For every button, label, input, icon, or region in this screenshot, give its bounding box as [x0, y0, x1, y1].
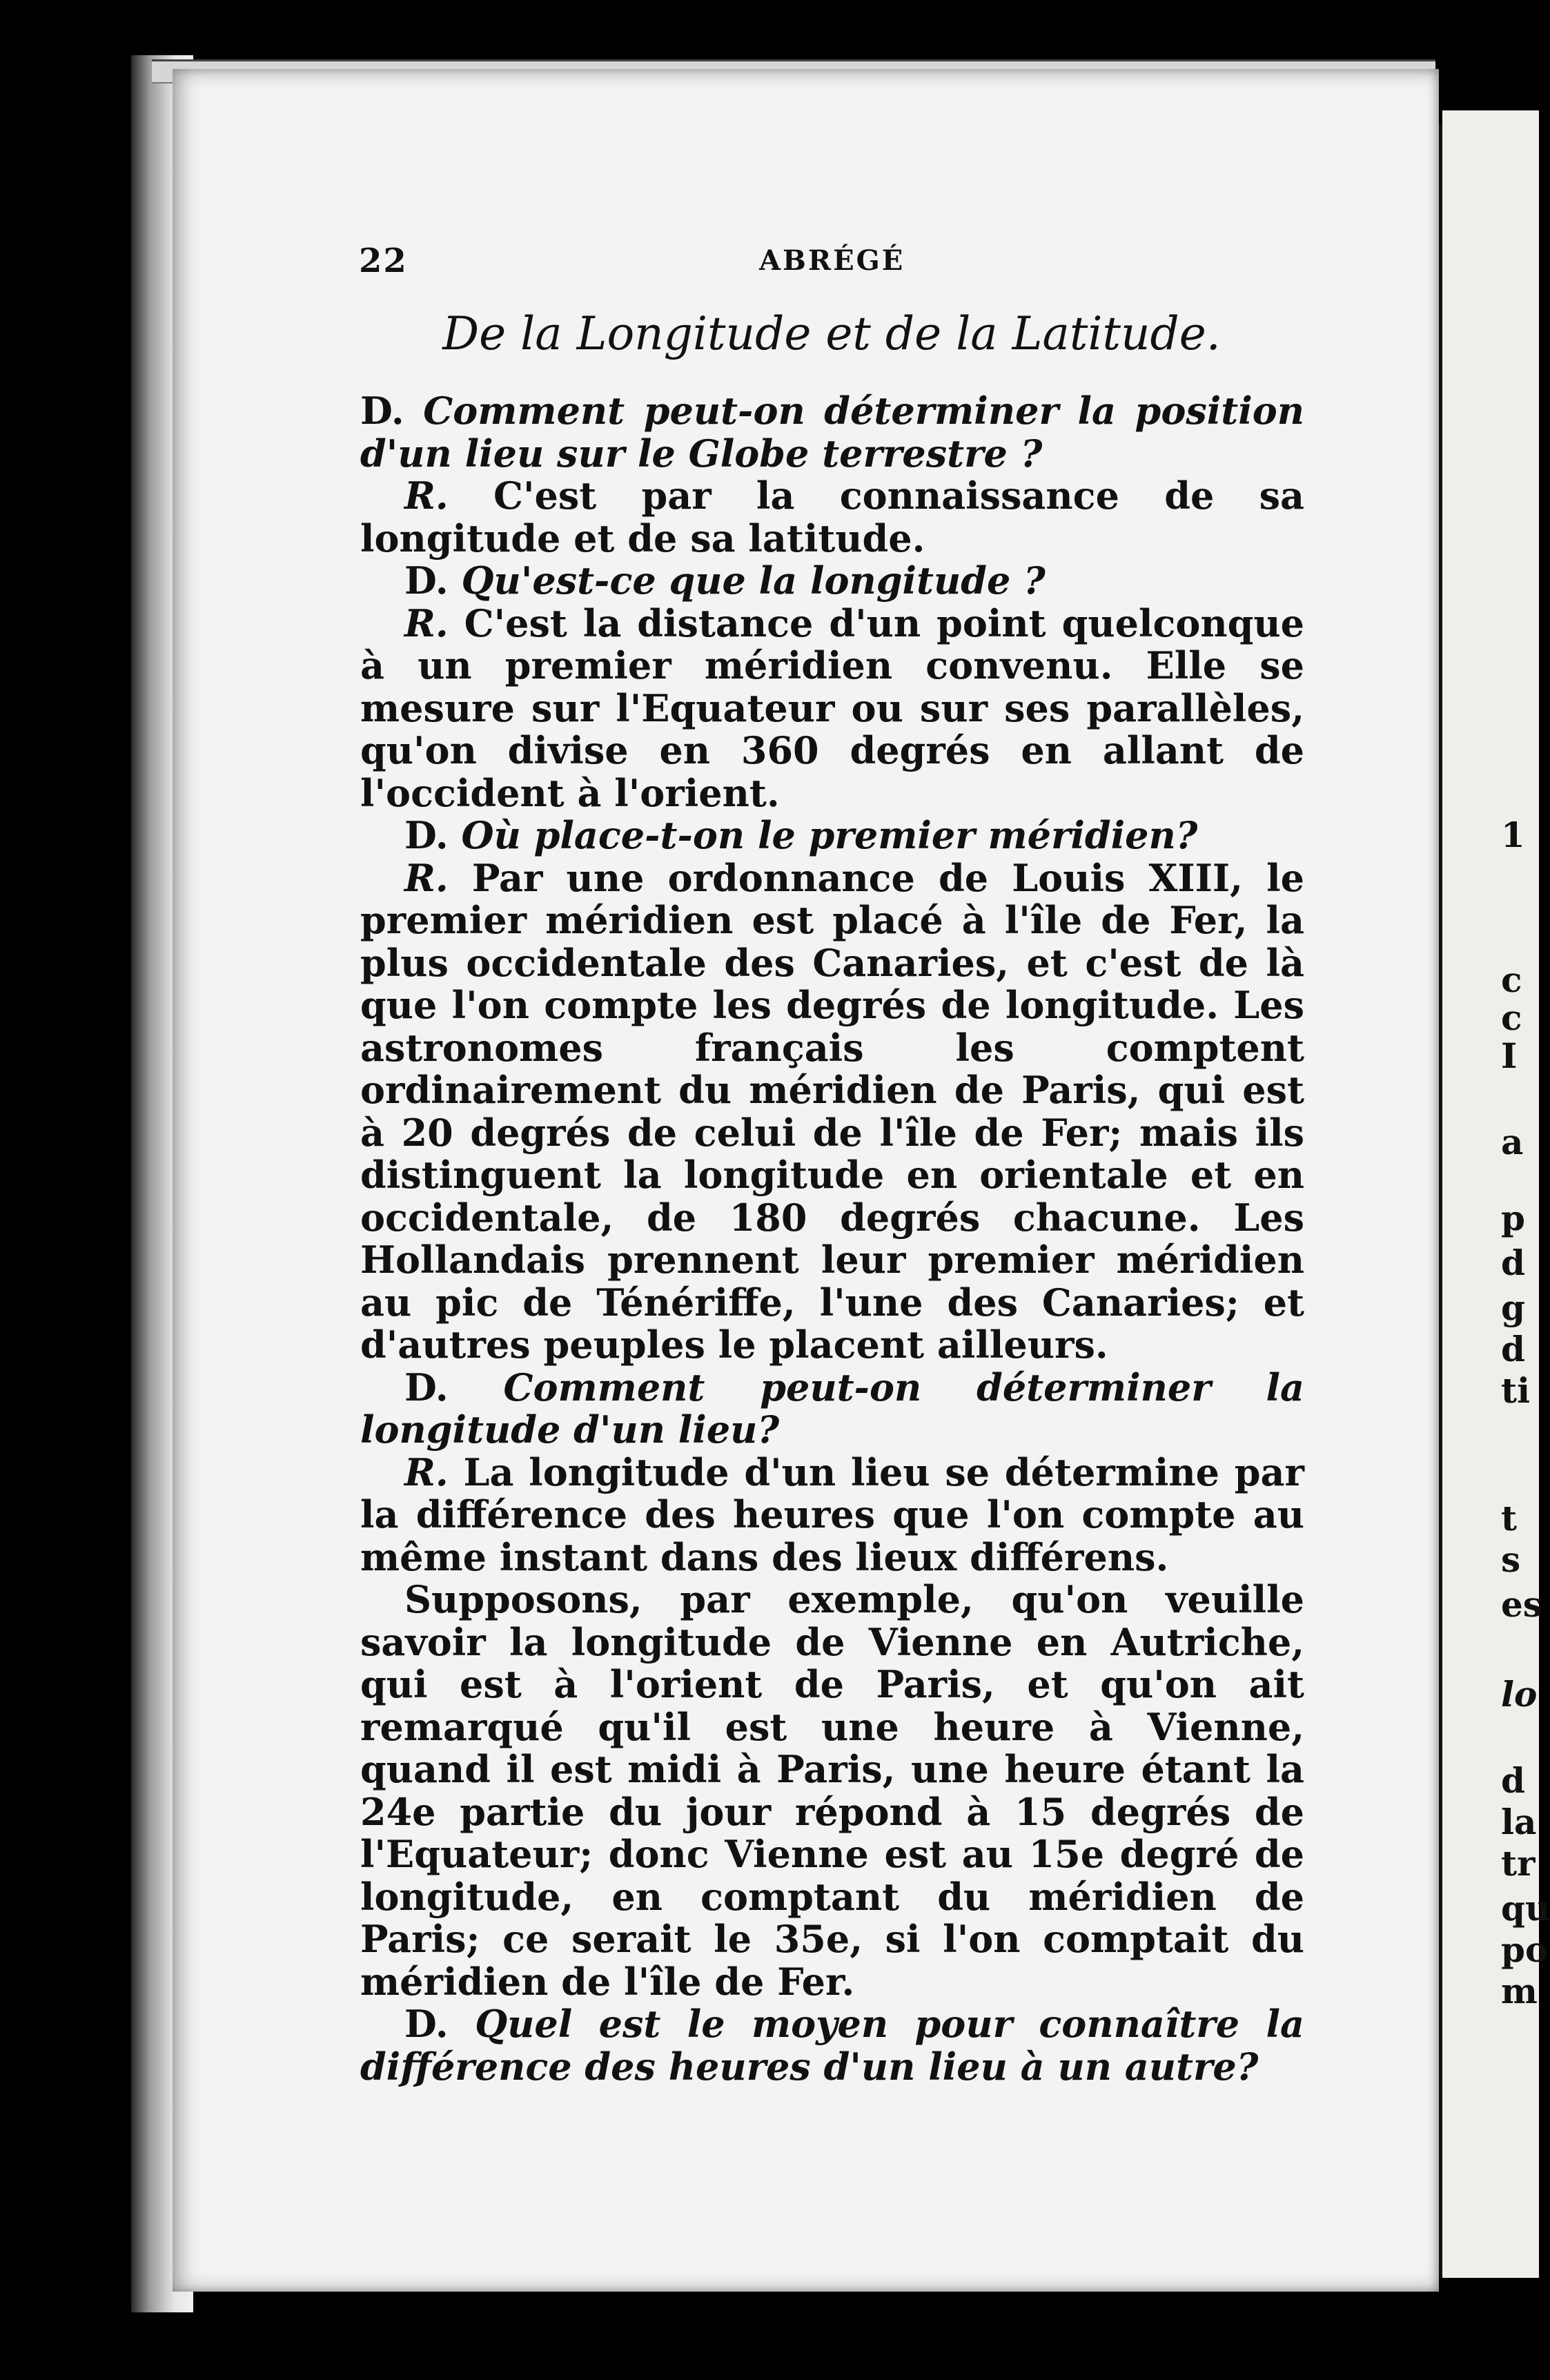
paragraph-answer — [360, 857, 1304, 1367]
facing-page-fragment: a — [1501, 1122, 1524, 1162]
paragraph-answer — [360, 475, 1304, 560]
example-text: Supposons, par exemple, qu'on veuille savoir la longitude de Vienne en Autriche, qui est à l'orient de Paris, et qu'on ait remarqué qu'il est une heure à Vienne, quand il est midi à Paris, une heure étant la 24e partie du jour répond à 15 degrés de l'Equateur; donc Vienne est au 15e degré de longitude, en comptant du méridien de Paris; ce serait le 35e, si l'on comptait du méridien de l'île de Fer. — [360, 1577, 1304, 2004]
question-label: D. — [404, 2002, 449, 2046]
question-label: D. — [360, 389, 404, 433]
question-text: Où place-t-on le premier méridien? — [461, 813, 1198, 857]
question-label: D. — [404, 558, 449, 603]
paragraph-answer — [360, 603, 1304, 815]
facing-page-fragment: tr — [1501, 1843, 1536, 1884]
running-head: ABRÉGÉ — [759, 244, 905, 277]
answer-text: C'est la distance d'un point quelconque à un premier méridien convenu. Elle se mesure sur l'Equateur ou sur ses parallèles, qu'on divise en 360 degrés en allant de l'occident à l'orient. — [360, 601, 1304, 815]
question-text: Qu'est-ce que la longitude ? — [461, 558, 1046, 603]
facing-page-fragment: lo — [1501, 1674, 1538, 1715]
question-text: Quel est le moyen pour connaître la différence des heures d'un lieu à un autre? — [360, 2002, 1304, 2089]
facing-page-fragment: d — [1501, 1242, 1525, 1283]
section-title: De la Longitude et de la Latitude. — [442, 307, 1221, 360]
facing-page-fragment: I — [1501, 1035, 1518, 1076]
paragraph-question — [360, 390, 1304, 475]
question-text: Comment peut-on déterminer la position d'un lieu sur le Globe terrestre ? — [360, 389, 1304, 476]
facing-page-fragment: la — [1501, 1802, 1537, 1842]
answer-text: C'est par la connaissance de sa longitude et de sa latitude. — [360, 474, 1304, 560]
question-label: D. — [404, 1365, 449, 1410]
paragraph-question — [360, 815, 1304, 857]
body-text — [360, 390, 1304, 2088]
facing-page-fragment: m — [1501, 1971, 1538, 2011]
answer-text: La longitude d'un lieu se détermine par la différence des heures que l'on compte au même instant dans des lieux différens. — [360, 1450, 1304, 1579]
paragraph-question — [360, 560, 1304, 603]
facing-page-fragment: ti — [1501, 1370, 1531, 1411]
facing-page-fragment: qu — [1501, 1888, 1550, 1929]
paragraph-example — [360, 1579, 1304, 2003]
answer-label: R. — [404, 855, 449, 900]
facing-page-fragment: p — [1501, 1198, 1525, 1238]
page-header — [359, 242, 1304, 283]
facing-page-fragment: es — [1501, 1584, 1542, 1625]
paragraph-answer — [360, 1452, 1304, 1579]
facing-page-fragment: t — [1501, 1498, 1518, 1539]
paragraph-question — [360, 1367, 1304, 1452]
answer-text: Par une ordonnance de Louis XIII, le premier méridien est placé à l'île de Fer, la plus occidentale des Canaries, et c'est de là que l'on compte les degrés de longitude. Les astronomes français les comptent ordinairement du méridien de Paris, qui est à 20 degrés de celui de l'île de Fer; mais ils distinguent la longitude en orientale et en occidentale, de 180 degrés chacune. Les Hollandais prennent leur premier méridien au pic de Ténériffe, l'une des Canaries; et d'autres peuples le placent ailleurs. — [360, 855, 1304, 1367]
page-number: 22 — [359, 242, 408, 280]
answer-label: R. — [404, 601, 449, 645]
facing-page-fragment: g — [1501, 1287, 1525, 1328]
facing-page-fragment: d — [1501, 1329, 1525, 1369]
question-text: Comment peut-on déterminer la longitude d'un lieu? — [360, 1365, 1304, 1452]
question-label: D. — [404, 813, 449, 857]
facing-page-fragment: s — [1501, 1539, 1521, 1580]
answer-label: R. — [404, 1450, 449, 1494]
facing-page-fragment: c — [1501, 959, 1522, 1000]
facing-page-fragment: c — [1501, 997, 1522, 1038]
facing-page-fragment: 1 — [1501, 815, 1525, 855]
facing-page-fragment: po — [1501, 1929, 1549, 1970]
answer-label: R. — [404, 474, 449, 518]
facing-page-fragment: d — [1501, 1760, 1525, 1801]
paragraph-question — [360, 2003, 1304, 2088]
